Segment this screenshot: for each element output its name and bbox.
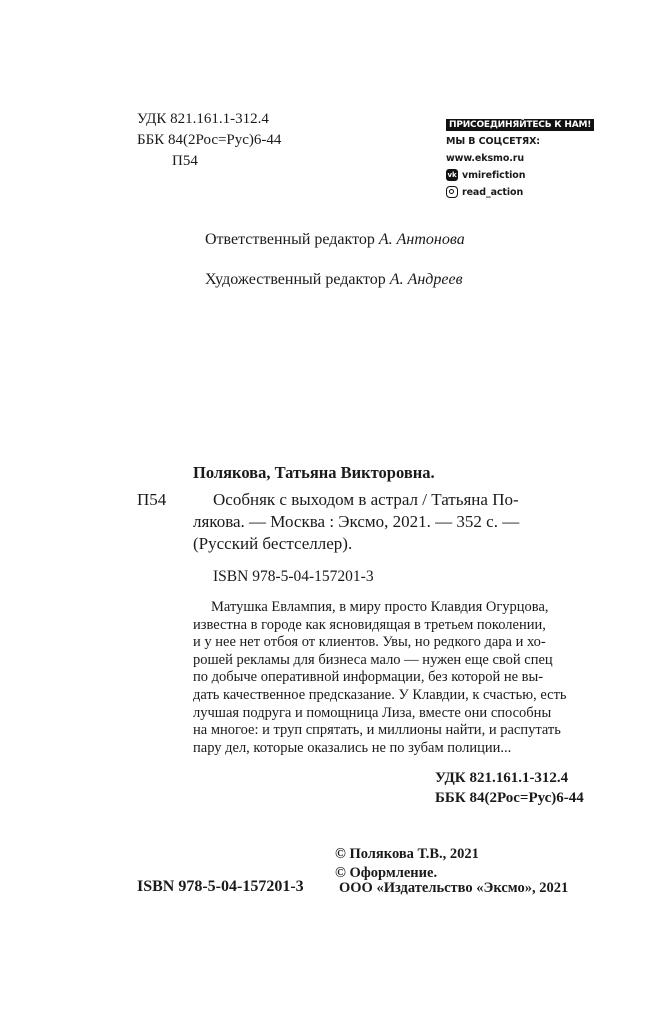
social-banner: ПРИСОЕДИНЯЙТЕСЬ К НАМ!	[446, 119, 594, 131]
annotation-line: дать качественное предсказание. У Клавдии, к счастью, есть	[193, 686, 567, 703]
bib-sign: П54	[137, 490, 167, 509]
copyright-author: © Полякова Т.В., 2021	[335, 846, 479, 862]
annotation-line: рошей рекламы для бизнеса мало — нужен еще свой спец	[193, 651, 553, 668]
bbk-code: ББК 84(2Рос=Рус)6-44	[137, 132, 282, 148]
copyright-design: © Оформление.	[335, 865, 438, 881]
annotation-line: известна в городе как ясновидящая в третьем поколении,	[193, 616, 546, 633]
vk-handle: vmirefiction	[462, 169, 526, 181]
bib-line-3: (Русский бестселлер).	[193, 534, 353, 553]
bib-isbn: ISBN 978-5-04-157201-3	[213, 568, 374, 585]
annotation-line: лучшая подруга и помощница Лиза, вместе они способны	[193, 704, 552, 721]
social-subtitle: МЫ В СОЦСЕТЯХ:	[446, 135, 540, 147]
copyright-publisher: ООО «Издательство «Эксмо», 2021	[339, 880, 569, 896]
annotation	[193, 599, 590, 757]
social-block	[446, 112, 596, 199]
annotation-line: Матушка Евлампия, в миру просто Клавдия Огурцова,	[211, 599, 549, 615]
instagram-icon	[446, 186, 458, 198]
instagram-link[interactable]	[446, 185, 596, 199]
author-sign: П54	[172, 153, 198, 169]
art-editor-label: Художественный редактор	[205, 271, 386, 288]
instagram-handle: read_action	[462, 186, 524, 198]
vk-icon: vk	[447, 171, 457, 179]
annotation-line: по добыче оперативной информации, без которой не вы-	[193, 669, 544, 686]
copyright-isbn: ISBN 978-5-04-157201-3	[137, 878, 304, 895]
annotation-line: пару дел, которые оказались не по зубам полиции...	[193, 739, 512, 756]
udk-code: УДК 821.161.1-312.4	[137, 111, 269, 127]
art-editor	[205, 271, 463, 289]
author-heading: Полякова, Татьяна Викторовна.	[193, 463, 435, 482]
bib-line-2: лякова. — Москва : Эксмо, 2021. — 352 с. —	[193, 512, 520, 531]
footer-bbk: ББК 84(2Рос=Рус)6-44	[435, 790, 584, 806]
art-editor-name: А. Андреев	[389, 271, 463, 288]
annotation-line: и у нее нет отбоя от клиентов. Увы, но редкого дара и хо-	[193, 634, 546, 651]
website-link[interactable]: www.eksmo.ru	[446, 152, 525, 164]
vk-link[interactable]	[446, 168, 596, 182]
responsible-editor	[205, 231, 465, 249]
responsible-editor-name: А. Антонова	[378, 231, 465, 248]
footer-udk: УДК 821.161.1-312.4	[435, 770, 569, 786]
bib-line-1: Особняк с выходом в астрал / Татьяна По-	[213, 490, 519, 509]
annotation-line: на многое: и труп спрятать, и миллионы найти, и распутать	[193, 722, 561, 739]
responsible-editor-label: Ответственный редактор	[205, 231, 375, 248]
